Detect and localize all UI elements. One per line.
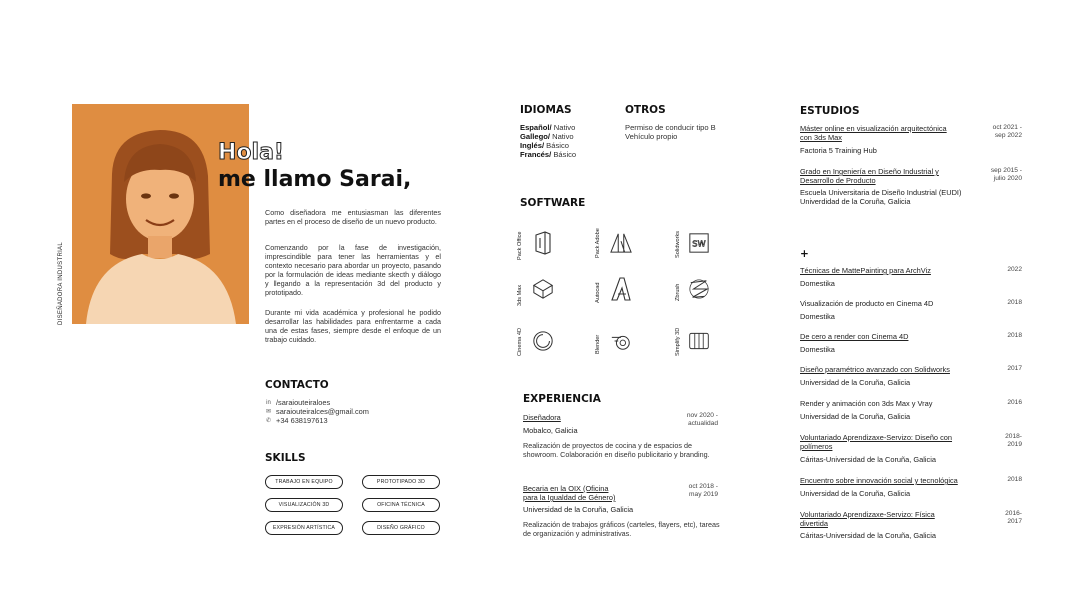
experiencia-heading: EXPERIENCIA [523,393,601,405]
course-institution: Universidad de la Coruña, Galicia [800,412,911,421]
contact-linkedin[interactable]: in /saraiouteiraloes [266,398,331,407]
language-item: Francés/ Básico [520,150,577,159]
experience-place: Mobalco, Galicia [523,426,578,435]
experience-place: Universidad de la Coruña, Galicia [523,505,634,514]
contact-list [265,398,369,425]
experience-role: Becaria en la OIX (Oficina para la Igualdad de Género) [523,484,616,502]
skill-pill: PROTOTIPADO 3D [362,475,440,489]
simplify3d-icon [688,328,710,354]
course-institution: Universidad de la Coruña, Galicia [800,378,911,387]
otros-heading: OTROS [625,104,666,116]
experience-date: nov 2020 - actualidad [686,412,718,427]
course-date: 2018 [1007,332,1022,339]
study-institution: Escuela Universitaria de Diseño Industrial (EUDI) Univerdidad de la Coruña, Galicia [800,188,962,206]
course-title: Diseño paramétrico avanzado con Solidworks [800,365,950,374]
course-title: De cero a render con Cinema 4D [800,332,909,341]
linkedin-icon: in [266,399,271,406]
estudios-heading: ESTUDIOS [800,105,860,117]
study-date: sep 2015 - julio 2020 [990,167,1022,182]
language-item: Gallego/ Nativo [520,132,574,141]
skills-heading: SKILLS [265,452,306,464]
zbrush-icon [688,276,710,302]
intro-paragraph-1: Como diseñadora me entusiasman las diferentes partes en el proceso de diseño de un nuevo producto. [265,208,441,226]
software-heading: SOFTWARE [520,197,586,209]
study-title: Máster online en visualización arquitectónica con 3ds Max [800,124,947,142]
skill-pill: OFICINA TÉCNICA [362,498,440,512]
course-title: Técnicas de MattePainting para ArchViz [800,266,931,275]
idiomas-heading: IDIOMAS [520,104,572,116]
experience-description: Realización de proyectos de cocina y de espacios de showroom. Colaboración en diseño publicitario y branding. [523,441,710,459]
language-item: Inglés/ Básico [520,141,569,150]
course-title: Encuentro sobre innovación social y tecnológica [800,476,958,485]
course-date: 2016- 2017 [1005,510,1022,525]
course-institution: Universidad de la Coruña, Galicia [800,489,911,498]
office-icon [532,230,554,256]
cinema4d-icon [532,328,554,354]
solidworks-icon [688,230,710,256]
mail-icon: ✉ [265,409,272,415]
course-date: 2018 [1007,299,1022,306]
name-heading: me llamo Sarai, [218,167,412,192]
autocad-icon [610,276,632,302]
greeting-heading: Hola! [218,140,284,165]
course-date: 2018- 2019 [1005,433,1022,448]
blender-icon [610,328,632,354]
profile-photo [72,104,249,324]
language-item: Español/ Nativo [520,123,576,132]
contacto-heading: CONTACTO [265,379,329,391]
course-institution: Cáritas-Universidad de la Coruña, Galicia [800,531,936,540]
course-title: Voluntariado Aprendizaxe-Servizo: Diseño con polímeros [800,433,953,451]
course-date: 2018 [1007,476,1022,483]
contact-email[interactable]: ✉ saraiouteiralces@gmail.com [265,407,369,416]
skill-pill: DISEÑO GRÁFICO [362,521,440,535]
experience-role: Diseñadora [523,413,561,422]
study-institution: Factoria 5 Training Hub [800,146,877,155]
svg-text:SW: SW [692,238,706,249]
study-date: oct 2021 - sep 2022 [992,124,1022,139]
course-institution: Domestika [800,345,835,354]
experience-description: Realización de trabajos gráficos (carteles, flayers, etc), tareas de organización y administrativas. [523,520,720,538]
course-institution: Domestika [800,279,835,288]
course-title: Voluntariado Aprendizaxe-Servizo: Física divertida [800,510,935,528]
languages-list [520,123,576,159]
course-title: Visualización de producto en Cinema 4D [800,299,934,308]
course-date: 2017 [1007,365,1022,372]
contact-phone[interactable]: ✆ +34 638197613 [265,416,328,425]
3dsmax-icon [532,276,554,302]
course-institution: Cáritas-Universidad de la Coruña, Galicia [800,455,936,464]
experience-date: oct 2018 - may 2019 [688,483,718,498]
skill-pill: VISUALIZACIÓN 3D [265,498,343,512]
extra-heading: + [800,248,809,260]
adobe-icon [610,230,632,256]
skill-pill: TRABAJO EN EQUIPO [265,475,343,489]
study-title: Grado en Ingeniería en Diseño Industrial y Desarrollo de Producto [800,167,939,185]
course-date: 2022 [1007,266,1022,273]
course-institution: Domestika [800,312,835,321]
intro-paragraph-2: Comenzando por la fase de investigación, imprescindible para tener las herramientas y el contexto necesario para abordar un proyecto, pasando por la formulación de ideas mediante skecth y diálogo y llegando a la representación 3d del producto y prototipado. [265,243,441,297]
course-date: 2016 [1007,399,1022,406]
otros-list [625,123,716,141]
otros-item: Vehículo propio [625,132,678,141]
otros-item: Permiso de conducir tipo B [625,123,716,132]
intro-paragraph-3: Durante mi vida académica y profesional he podido desarrollar las habilidades para enfrentarme a cada una de estas fases, siempre desde el enfoque de un trabajo cuidado. [265,308,441,344]
phone-icon: ✆ [265,418,272,424]
course-title: Render y animación con 3ds Max y Vray [800,399,933,408]
skill-pill: EXPRESIÓN ARTÍSTICA [265,521,343,535]
